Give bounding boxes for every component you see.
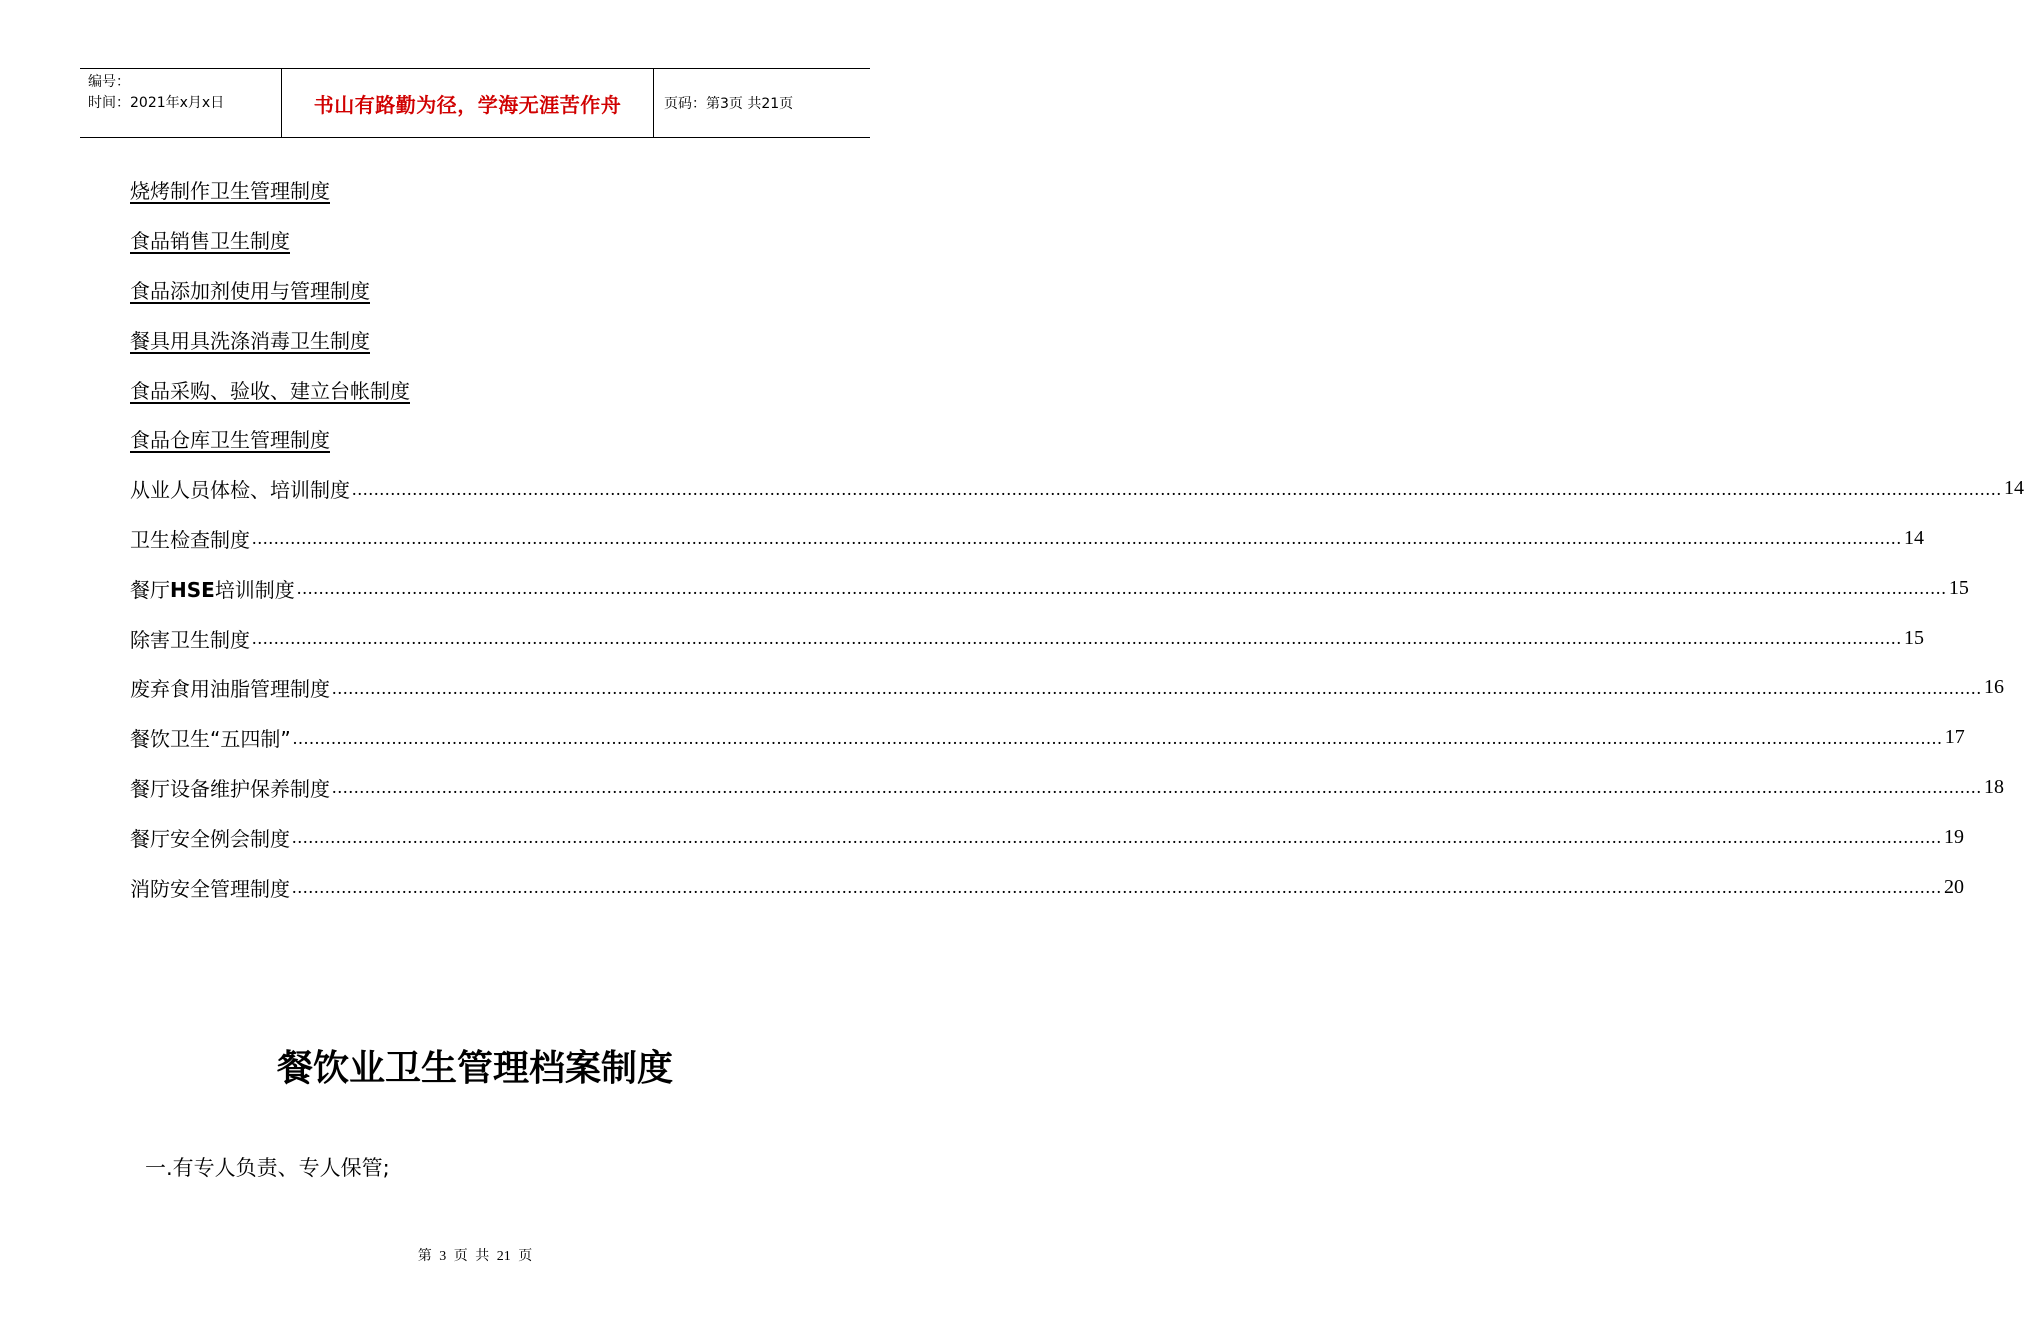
toc-entry-title: 餐具用具洗涤消毒卫生制度 [130, 328, 370, 353]
toc-entry-title: 卫生检查制度 [130, 527, 250, 552]
toc-entry [130, 613, 1924, 663]
toc-entry-title: 除害卫生制度 [130, 627, 250, 652]
toc-entry-page: 14 [2004, 477, 2024, 500]
header-meta [80, 69, 281, 137]
header-motto: 书山有路勤为径，学海无涯苦作舟 [281, 69, 654, 137]
toc-leader-dots: ............................................................................................................................................................................................................................................................................................................ [292, 827, 1942, 848]
page-footer: 第 3 页 共 21 页 [417, 1249, 533, 1264]
date-label: 时间：2021年x月x日 [88, 95, 225, 111]
toc-entry-title: 食品销售卫生制度 [130, 229, 290, 254]
toc-entry [130, 514, 1924, 564]
toc-entry[interactable] [130, 165, 818, 215]
toc-leader-dots: ............................................................................................................................................................................................................................................................................................................ [352, 478, 2002, 499]
toc-entry-title: 烧烤制作卫生管理制度 [130, 179, 330, 204]
toc-leader-dots: ............................................................................................................................................................................................................................................................................................................ [252, 528, 1902, 549]
toc-entry-title: 食品采购、验收、建立台帐制度 [130, 378, 410, 403]
toc-entry-title: 餐饮卫生“五四制” [130, 727, 291, 752]
toc-entry-page: 19 [1944, 825, 1964, 848]
toc-entry-page: 15 [1948, 576, 1969, 599]
toc-leader-dots: ............................................................................................................................................................................................................................................................................................................ [296, 578, 1947, 599]
toc-entry-title: 从业人员体检、培训制度 [130, 478, 350, 503]
toc-entry[interactable] [130, 215, 818, 265]
toc-leader-dots: ............................................................................................................................................................................................................................................................................................................ [332, 677, 1982, 698]
toc-entry [130, 713, 1965, 763]
toc-leader-dots: ............................................................................................................................................................................................................................................................................................................ [332, 777, 1982, 798]
toc-entry-page: 18 [1984, 775, 2004, 798]
toc-leader-dots: ............................................................................................................................................................................................................................................................................................................ [292, 727, 1943, 748]
toc-entry-title: 消防安全管理制度 [130, 876, 290, 901]
table-of-contents [130, 165, 2024, 912]
toc-entry-title: 食品添加剂使用与管理制度 [130, 278, 370, 303]
header-page-info: 页码：第3页 共21页 [664, 96, 794, 112]
toc-entry-title: 废弃食用油脂管理制度 [130, 677, 330, 702]
toc-entry-page: 14 [1904, 526, 1924, 549]
first-item: 一.有专人负责、专人保管; [145, 1156, 390, 1180]
toc-entry [130, 563, 1969, 613]
toc-entry[interactable] [130, 414, 818, 464]
toc-entry-title: 餐厅安全例会制度 [130, 826, 290, 851]
page-header [80, 68, 870, 138]
toc-entry [130, 464, 2024, 514]
toc-leader-dots: ............................................................................................................................................................................................................................................................................................................ [292, 876, 1942, 897]
number-label: 编号： [88, 74, 130, 90]
toc-entry[interactable] [130, 265, 818, 315]
toc-entry [130, 663, 2004, 713]
toc-entry-title: 食品仓库卫生管理制度 [130, 428, 330, 453]
toc-entry-title: 餐厅HSE培训制度 [130, 577, 295, 602]
toc-leader-dots: ............................................................................................................................................................................................................................................................................................................ [252, 627, 1902, 648]
toc-entry-page: 17 [1944, 726, 1965, 749]
toc-entry [130, 862, 1964, 912]
toc-entry-page: 16 [1984, 676, 2004, 699]
toc-entry [130, 812, 1964, 862]
document-title: 餐饮业卫生管理档案制度 [276, 1048, 673, 1089]
toc-entry-page: 20 [1944, 875, 1964, 898]
toc-entry-page: 15 [1904, 626, 1924, 649]
toc-entry-title: 餐厅设备维护保养制度 [130, 776, 330, 801]
toc-entry[interactable] [130, 364, 818, 414]
toc-entry [130, 763, 2004, 813]
toc-entry[interactable] [130, 314, 818, 364]
